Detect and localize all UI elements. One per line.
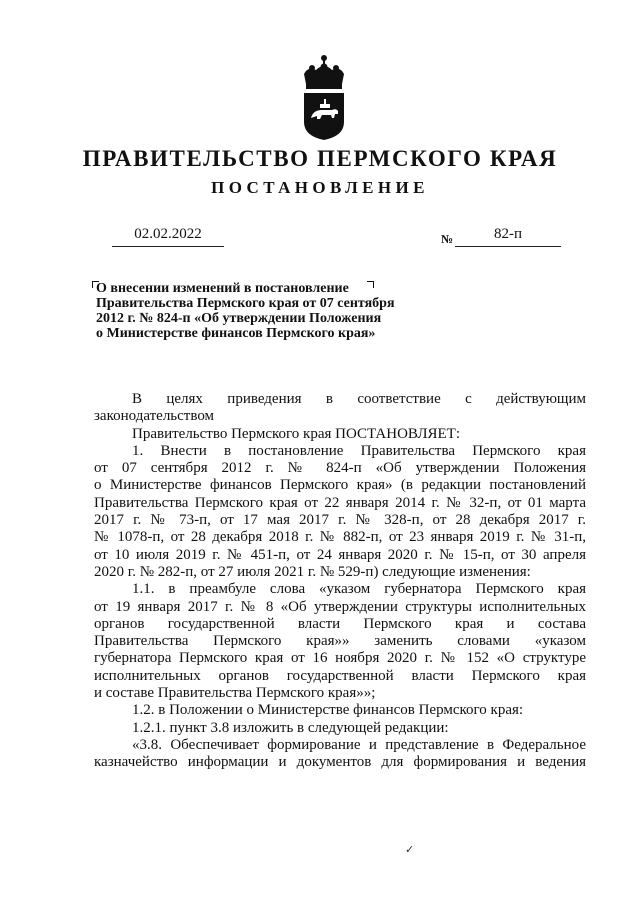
subject-line: О внесении изменений в постановление [96,281,349,296]
body-line: законодательством [94,408,215,425]
body-line: Правительство Пермского края ПОСТАНОВЛЯЕТ: [132,425,461,442]
document-type: ПОСТАНОВЛЕНИЕ [211,178,429,197]
document-date: 02.02.2022 [112,226,224,247]
document-number: 82-п [455,226,561,247]
body-line: и составе Правительства Пермского края»»; [94,685,376,702]
body-line: губернатора Пермского края от 16 ноября 2020 г. № 152 «О структуре [94,650,586,667]
body-line: 1. Внести в постановление Правительства Пермского края [132,442,586,459]
body-line: казначейство информации и документов для формирования и ведения [94,754,586,771]
body-line: 1.2.1. пункт 3.8 изложить в следующей редакции: [132,719,449,736]
number-label: № [441,232,454,246]
body-line: 1.1. в преамбуле слова «указом губернатора Пермского края [132,581,586,598]
subject-line: 2012 г. № 824-п «Об утверждении Положения [96,311,382,326]
subject-line: Правительства Пермского края от 07 сентября [96,296,395,311]
body-line: № 1078-п, от 28 декабря 2018 г. № 882-п, от 23 января 2019 г. № 31-п, [94,529,586,546]
body-line: Правительства Пермского края»» заменить словами «указом [94,633,586,650]
body-line: исполнительных органов государственной власти Пермского края [94,667,586,684]
document-subject [96,281,436,341]
body-line: «3.8. Обеспечивает формирование и представление в Федеральное [132,736,586,753]
government-title: ПРАВИТЕЛЬСТВО ПЕРМСКОГО КРАЯ [82,146,558,171]
subject-line: о Министерстве финансов Пермского края» [96,326,376,341]
body-line: 2020 г. № 282-п, от 27 июля 2021 г. № 529-п) следующие изменения: [94,563,531,580]
body-line: Правительства Пермского края от 22 января 2014 г. № 32-п, от 01 марта [94,494,586,511]
body-line: о Министерстве финансов Пермского края» (в редакции постановлений [94,477,586,494]
body-line: от 19 января 2017 г. № 8 «Об утверждении структуры исполнительных [94,598,586,615]
body-line: от 07 сентября 2012 г. № 824-п «Об утверждении Положения [94,460,586,477]
body-line: органов государственной власти Пермского края и состава [94,615,586,632]
perm-krai-coat-of-arms-icon [298,52,350,142]
body-line: 1.2. в Положении о Министерстве финансов Пермского края: [132,702,524,719]
body-line: от 10 июля 2019 г. № 451-п, от 24 января 2020 г. № 15-п, от 30 апреля [94,546,586,563]
check-mark: ✓ [405,844,415,856]
body-line: 2017 г. № 73-п, от 17 мая 2017 г. № 328-п, от 28 декабря 2017 г. [94,512,586,529]
document-body [94,391,586,772]
body-line: В целях приведения в соответствие с действующим [132,391,586,407]
